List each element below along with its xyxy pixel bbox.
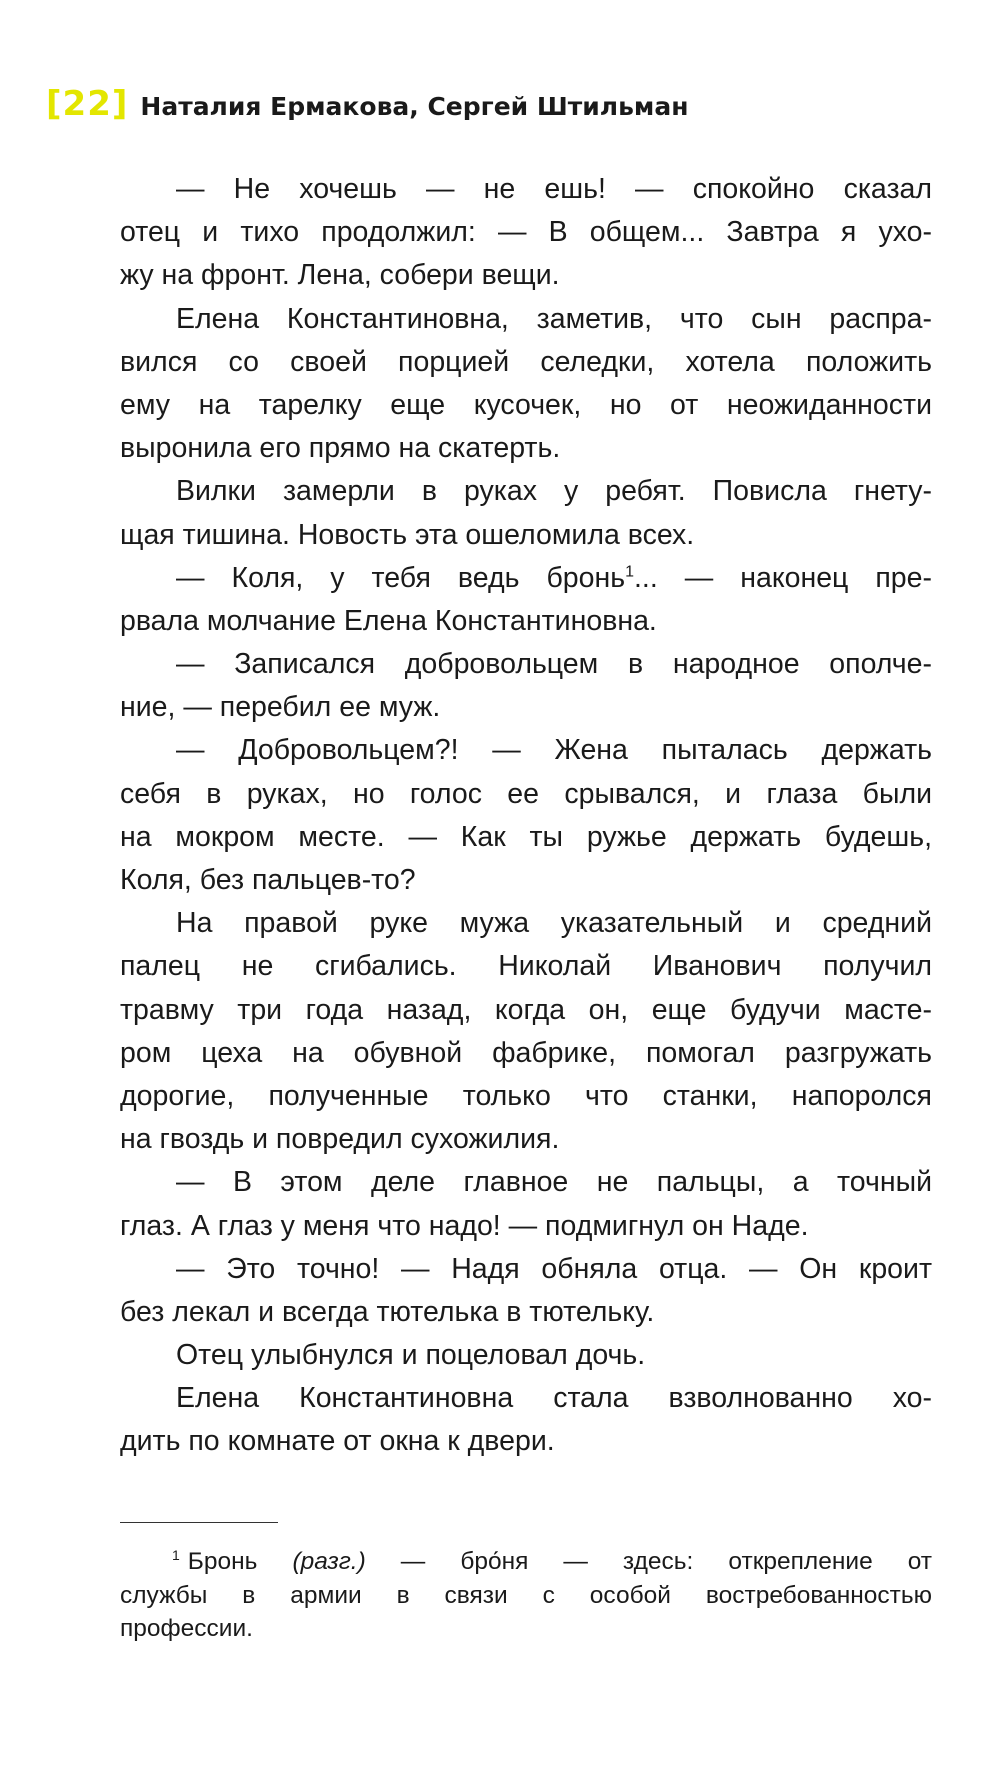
text-line: — Добровольцем?! — Жена пыталась держать <box>176 734 932 767</box>
text-line: себя в руках, но голос ее срывался, и глаза были <box>120 777 932 810</box>
text-line: Вилки замерли в руках у ребят. Повисла гнету- <box>176 475 932 508</box>
text-line: дорогие, полученные только что станки, напоролся <box>120 1079 932 1112</box>
text-line: щая тишина. Новость эта ошеломила всех. <box>120 518 695 551</box>
text-line: на гвоздь и повредил сухожилия. <box>120 1123 560 1156</box>
text-line: На правой руке мужа указательный и средний <box>176 907 932 940</box>
text-line: травму три года назад, когда он, еще будучи масте- <box>120 993 932 1026</box>
text-line: жу на фронт. Лена, собери вещи. <box>120 259 560 292</box>
text-line: глаз. А глаз у меня что надо! — подмигнул он Наде. <box>120 1209 809 1242</box>
text-line: Елена Константиновна стала взволнованно хо- <box>176 1382 932 1415</box>
footnote-reference[interactable]: 1 <box>625 563 634 581</box>
page-number: [22] <box>46 84 129 124</box>
text-line: — В этом деле главное не пальцы, а точный <box>176 1166 932 1199</box>
running-title: Наталия Ермакова, Сергей Штильман <box>140 92 689 121</box>
text-line: вился со своей порцией селедки, хотела положить <box>120 345 932 378</box>
text-line: отец и тихо продолжил: — В общем... Завтра я ухо- <box>120 216 932 249</box>
text-line: без лекал и всегда тютелька в тютельку. <box>120 1295 655 1328</box>
text-line: ние, — перебил ее муж. <box>120 691 441 724</box>
text-line: Отец улыбнулся и поцеловал дочь. <box>176 1339 646 1372</box>
footnote <box>120 1545 932 1646</box>
main-text <box>120 168 932 1464</box>
footnote-term: Бронь <box>187 1548 258 1575</box>
footnote-text: — бро́ня — здесь: открепление от <box>400 1548 933 1575</box>
text-line: — Это точно! — Надя обняла отца. — Он кроит <box>176 1252 932 1285</box>
text-line: — Не хочешь — не ешь! — спокойно сказал <box>176 173 932 205</box>
text-line: Елена Константиновна, заметив, что сын распра- <box>176 302 932 335</box>
text-line: палец не сгибались. Николай Иванович получил <box>120 950 932 983</box>
text-fragment: — Коля, у тебя ведь бронь <box>176 561 626 594</box>
footnote-line: службы в армии в связи с особой востребованностью <box>120 1581 932 1609</box>
text-line: ром цеха на обувной фабрике, помогал разгружать <box>120 1036 932 1069</box>
text-line: на мокром месте. — Как ты ружье держать будешь, <box>120 820 932 853</box>
text-line: рвала молчание Елена Константиновна. <box>120 604 657 637</box>
text-line: — Записался добровольцем в народное ополче- <box>176 648 932 681</box>
text-line: дить по комнате от окна к двери. <box>120 1425 555 1458</box>
text-line: выронила его прямо на скатерть. <box>120 432 561 465</box>
text-line: ему на тарелку еще кусочек, но от неожиданности <box>120 388 932 421</box>
text-fragment: ... — наконец пре- <box>633 561 932 594</box>
running-header <box>46 84 688 124</box>
text-line-with-footnote-ref <box>120 557 932 600</box>
footnote-label: (разг.) <box>292 1548 366 1575</box>
footnote-line: профессии. <box>120 1615 253 1642</box>
text-line: Коля, без пальцев-то? <box>120 864 416 896</box>
footnote-number: 1 <box>172 1546 180 1563</box>
footnote-line <box>120 1545 932 1579</box>
footnote-divider <box>120 1522 278 1523</box>
